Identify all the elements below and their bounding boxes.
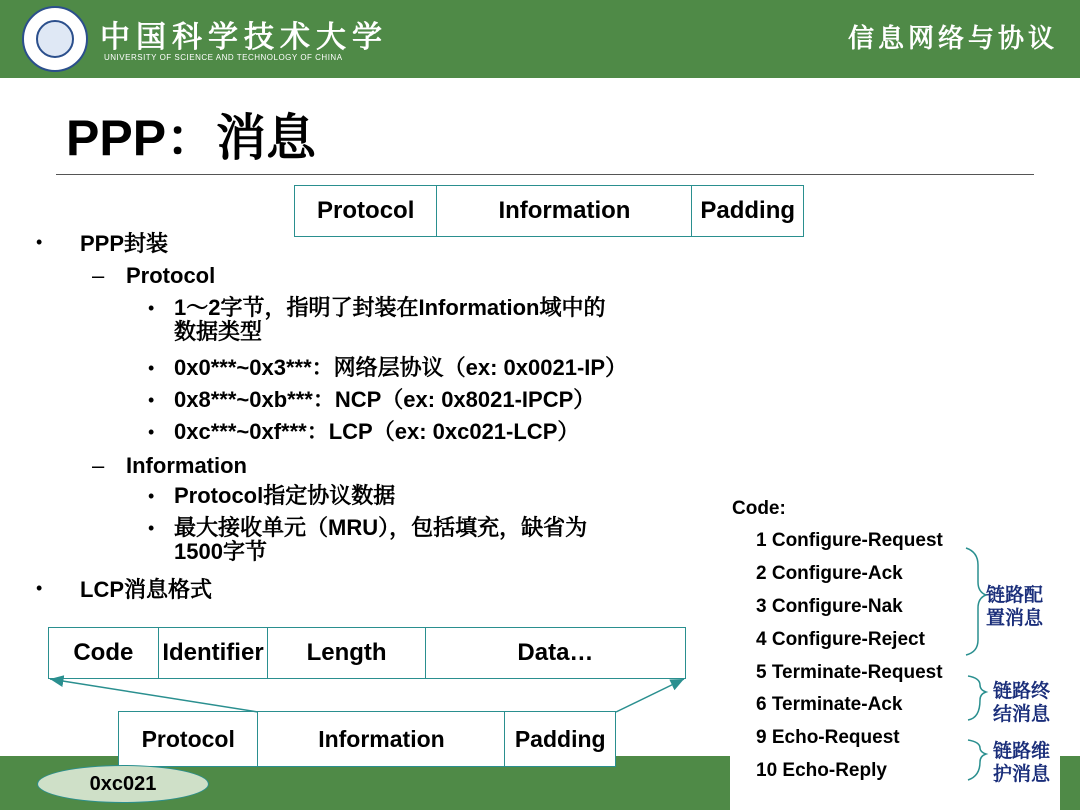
- information-item-1: Protocol指定协议数据: [174, 483, 396, 508]
- university-name-en: UNIVERSITY OF SCIENCE AND TECHNOLOGY OF CHINA: [104, 53, 343, 62]
- frame-cell-information: Information: [437, 186, 692, 236]
- brace-terminate: [968, 676, 986, 720]
- code-item: 2 Configure-Ack: [756, 563, 903, 584]
- code-item: 5 Terminate-Request: [756, 662, 943, 683]
- frame-cell-protocol: Protocol: [295, 186, 437, 236]
- protocol-value-oval: 0xc021: [37, 765, 209, 803]
- protocol-item-1: 1～2字节，指明了封装在Information域中的: [174, 295, 606, 320]
- code-item: 3 Configure-Nak: [756, 596, 903, 617]
- bullet-dot: •: [36, 232, 43, 252]
- ppp-frame-bottom: [118, 711, 616, 767]
- sub-bullet-protocol: Protocol: [126, 263, 216, 288]
- bullet-dot: •: [148, 518, 155, 538]
- bottom-cell-information: Information: [258, 712, 505, 766]
- bullet-dot: •: [148, 486, 155, 506]
- code-item: 1 Configure-Request: [756, 530, 943, 551]
- university-logo: [22, 6, 88, 72]
- brace-config: [966, 548, 986, 655]
- arrow-right: [616, 679, 684, 712]
- title-divider: [56, 174, 1034, 175]
- protocol-item-2: 0x0***~0x3***：网络层协议（ex: 0x0021-IP）: [174, 355, 628, 380]
- bullet-dot: •: [148, 422, 155, 442]
- bullet-dot: •: [148, 358, 155, 378]
- ppp-frame-top: [294, 185, 804, 237]
- header-bar: [0, 0, 1080, 78]
- group-label-config: 链路配 置消息: [986, 585, 1044, 629]
- lcp-cell-data: Data…: [517, 639, 594, 666]
- dash-marker: –: [92, 263, 105, 288]
- course-title: 信息网络与协议: [847, 24, 1058, 54]
- code-item: 9 Echo-Request: [756, 727, 900, 748]
- information-item-2-cont: 1500字节: [174, 539, 267, 564]
- code-item: 6 Terminate-Ack: [756, 694, 903, 715]
- sub-bullet-information: Information: [126, 453, 247, 478]
- dash-marker: –: [92, 453, 105, 478]
- arrow-left: [50, 679, 258, 712]
- bullet-lcp-format: LCP消息格式: [80, 577, 213, 602]
- group-label-echo: 链路维 护消息: [993, 741, 1051, 785]
- lcp-cell-length: Length: [268, 628, 426, 678]
- bullet-dot: •: [148, 298, 155, 318]
- information-item-2: 最大接收单元（MRU），包括填充，缺省为: [174, 515, 588, 540]
- protocol-item-3: 0x8***~0xb***：NCP（ex: 0x8021-IPCP）: [174, 387, 596, 412]
- bullet-dot: •: [36, 578, 43, 598]
- code-item: 10 Echo-Reply: [756, 760, 887, 781]
- code-list-title: Code:: [732, 498, 786, 519]
- logo-emblem-icon: [36, 20, 74, 58]
- slide-title: PPP：消息: [66, 110, 317, 166]
- group-label-terminate: 链路终 结消息: [993, 681, 1051, 725]
- university-name-cn: 中国科学技术大学: [100, 20, 388, 55]
- bullet-ppp-encap: PPP封装: [80, 231, 169, 256]
- protocol-item-4: 0xc***~0xf***：LCP（ex: 0xc021-LCP）: [174, 419, 580, 444]
- lcp-cell-code: Code: [49, 628, 159, 678]
- lcp-cell-identifier: Identifier: [159, 628, 269, 678]
- bottom-cell-protocol: Protocol: [119, 712, 258, 766]
- bottom-cell-padding: Padding: [514, 725, 606, 752]
- lcp-frame: [48, 627, 686, 679]
- code-item: 4 Configure-Reject: [756, 629, 925, 650]
- frame-cell-padding: Padding: [700, 197, 796, 224]
- protocol-item-1-cont: 数据类型: [174, 319, 263, 344]
- bullet-dot: •: [148, 390, 155, 410]
